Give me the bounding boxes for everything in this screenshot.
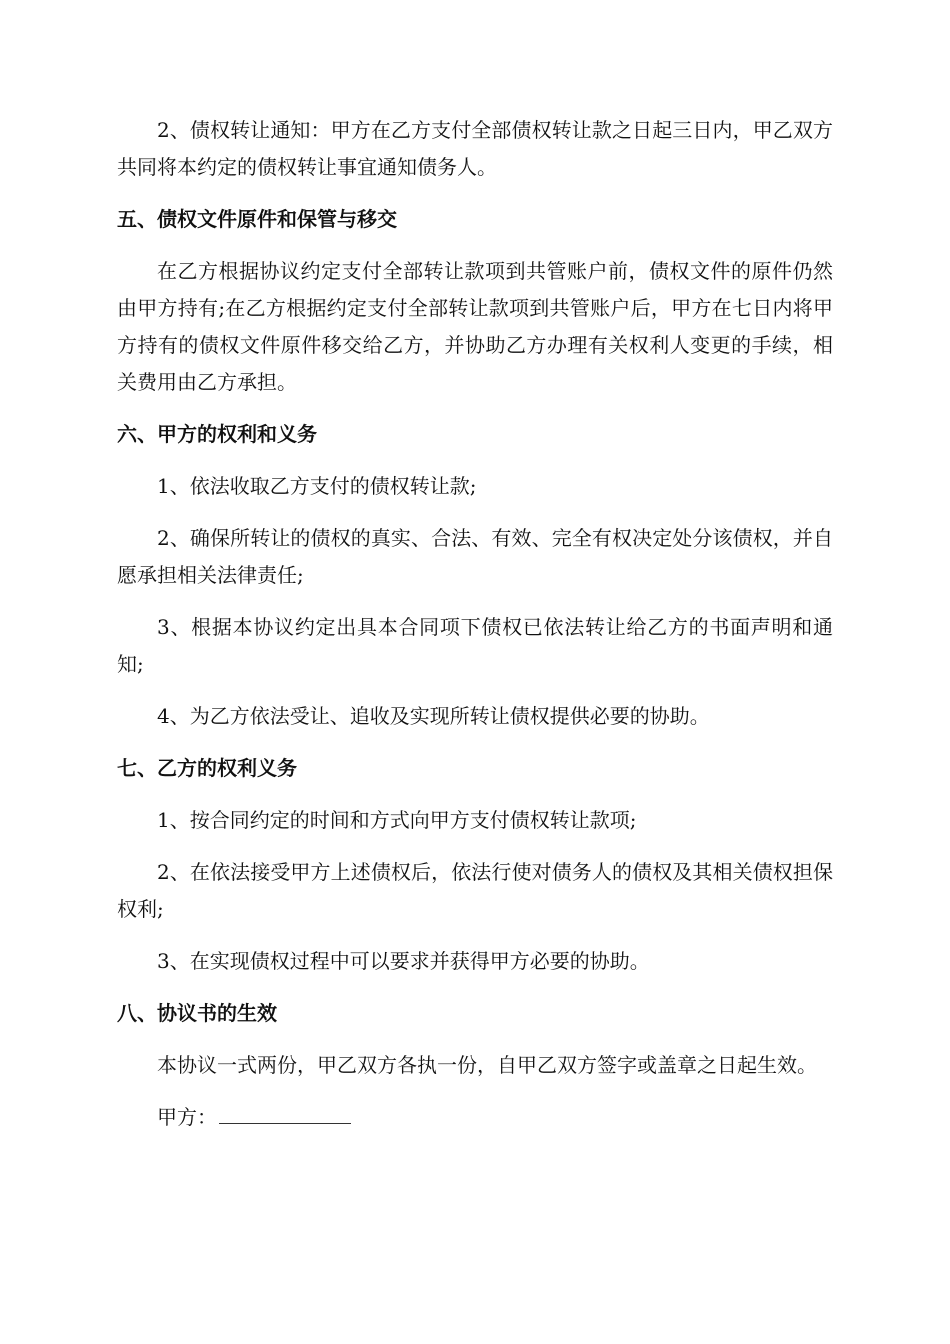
signature-blank-line xyxy=(219,1101,351,1124)
section-5-heading: 五、债权文件原件和保管与移交 xyxy=(117,207,397,231)
section-7-item-2: 2、在依法接受甲方上述债权后，依法行使对债务人的债权及其相关债权担保权利; xyxy=(117,860,833,921)
section-8-paragraph: 本协议一式两份，甲乙双方各执一份，自甲乙双方签字或盖章之日起生效。 xyxy=(157,1053,817,1077)
section-6-heading: 六、甲方的权利和义务 xyxy=(117,422,317,446)
party-a-signature xyxy=(117,1099,833,1136)
section-6-item-4: 4、为乙方依法受让、追收及实现所转让债权提供必要的协助。 xyxy=(157,704,710,728)
section-6-item-2: 2、确保所转让的债权的真实、合法、有效、完全有权决定处分该债权，并自愿承担相关法律责任; xyxy=(117,526,833,587)
section-7-item-3: 3、在实现债权过程中可以要求并获得甲方必要的协助。 xyxy=(157,949,650,973)
section-8-heading: 八、协议书的生效 xyxy=(117,1001,277,1025)
section-4-item-2: 2、债权转让通知：甲方在乙方支付全部债权转让款之日起三日内，甲乙双方共同将本约定的债权转让事宜通知债务人。 xyxy=(117,118,833,179)
section-5-paragraph: 在乙方根据协议约定支付全部转让款项到共管账户前，债权文件的原件仍然由甲方持有;在乙方根据约定支付全部转让款项到共管账户后，甲方在七日内将甲方持有的债权文件原件移交给乙方，并协助乙方办理有关权利人变更的手续，相关费用由乙方承担。 xyxy=(117,259,833,394)
section-6-item-3: 3、根据本协议约定出具本合同项下债权已依法转让给乙方的书面声明和通知; xyxy=(117,615,833,676)
section-6-item-1: 1、依法收取乙方支付的债权转让款; xyxy=(157,474,477,498)
section-7-item-1: 1、按合同约定的时间和方式向甲方支付债权转让款项; xyxy=(157,808,637,832)
document-body xyxy=(117,112,833,1136)
section-7-heading: 七、乙方的权利义务 xyxy=(117,756,297,780)
party-a-label: 甲方： xyxy=(157,1105,217,1129)
